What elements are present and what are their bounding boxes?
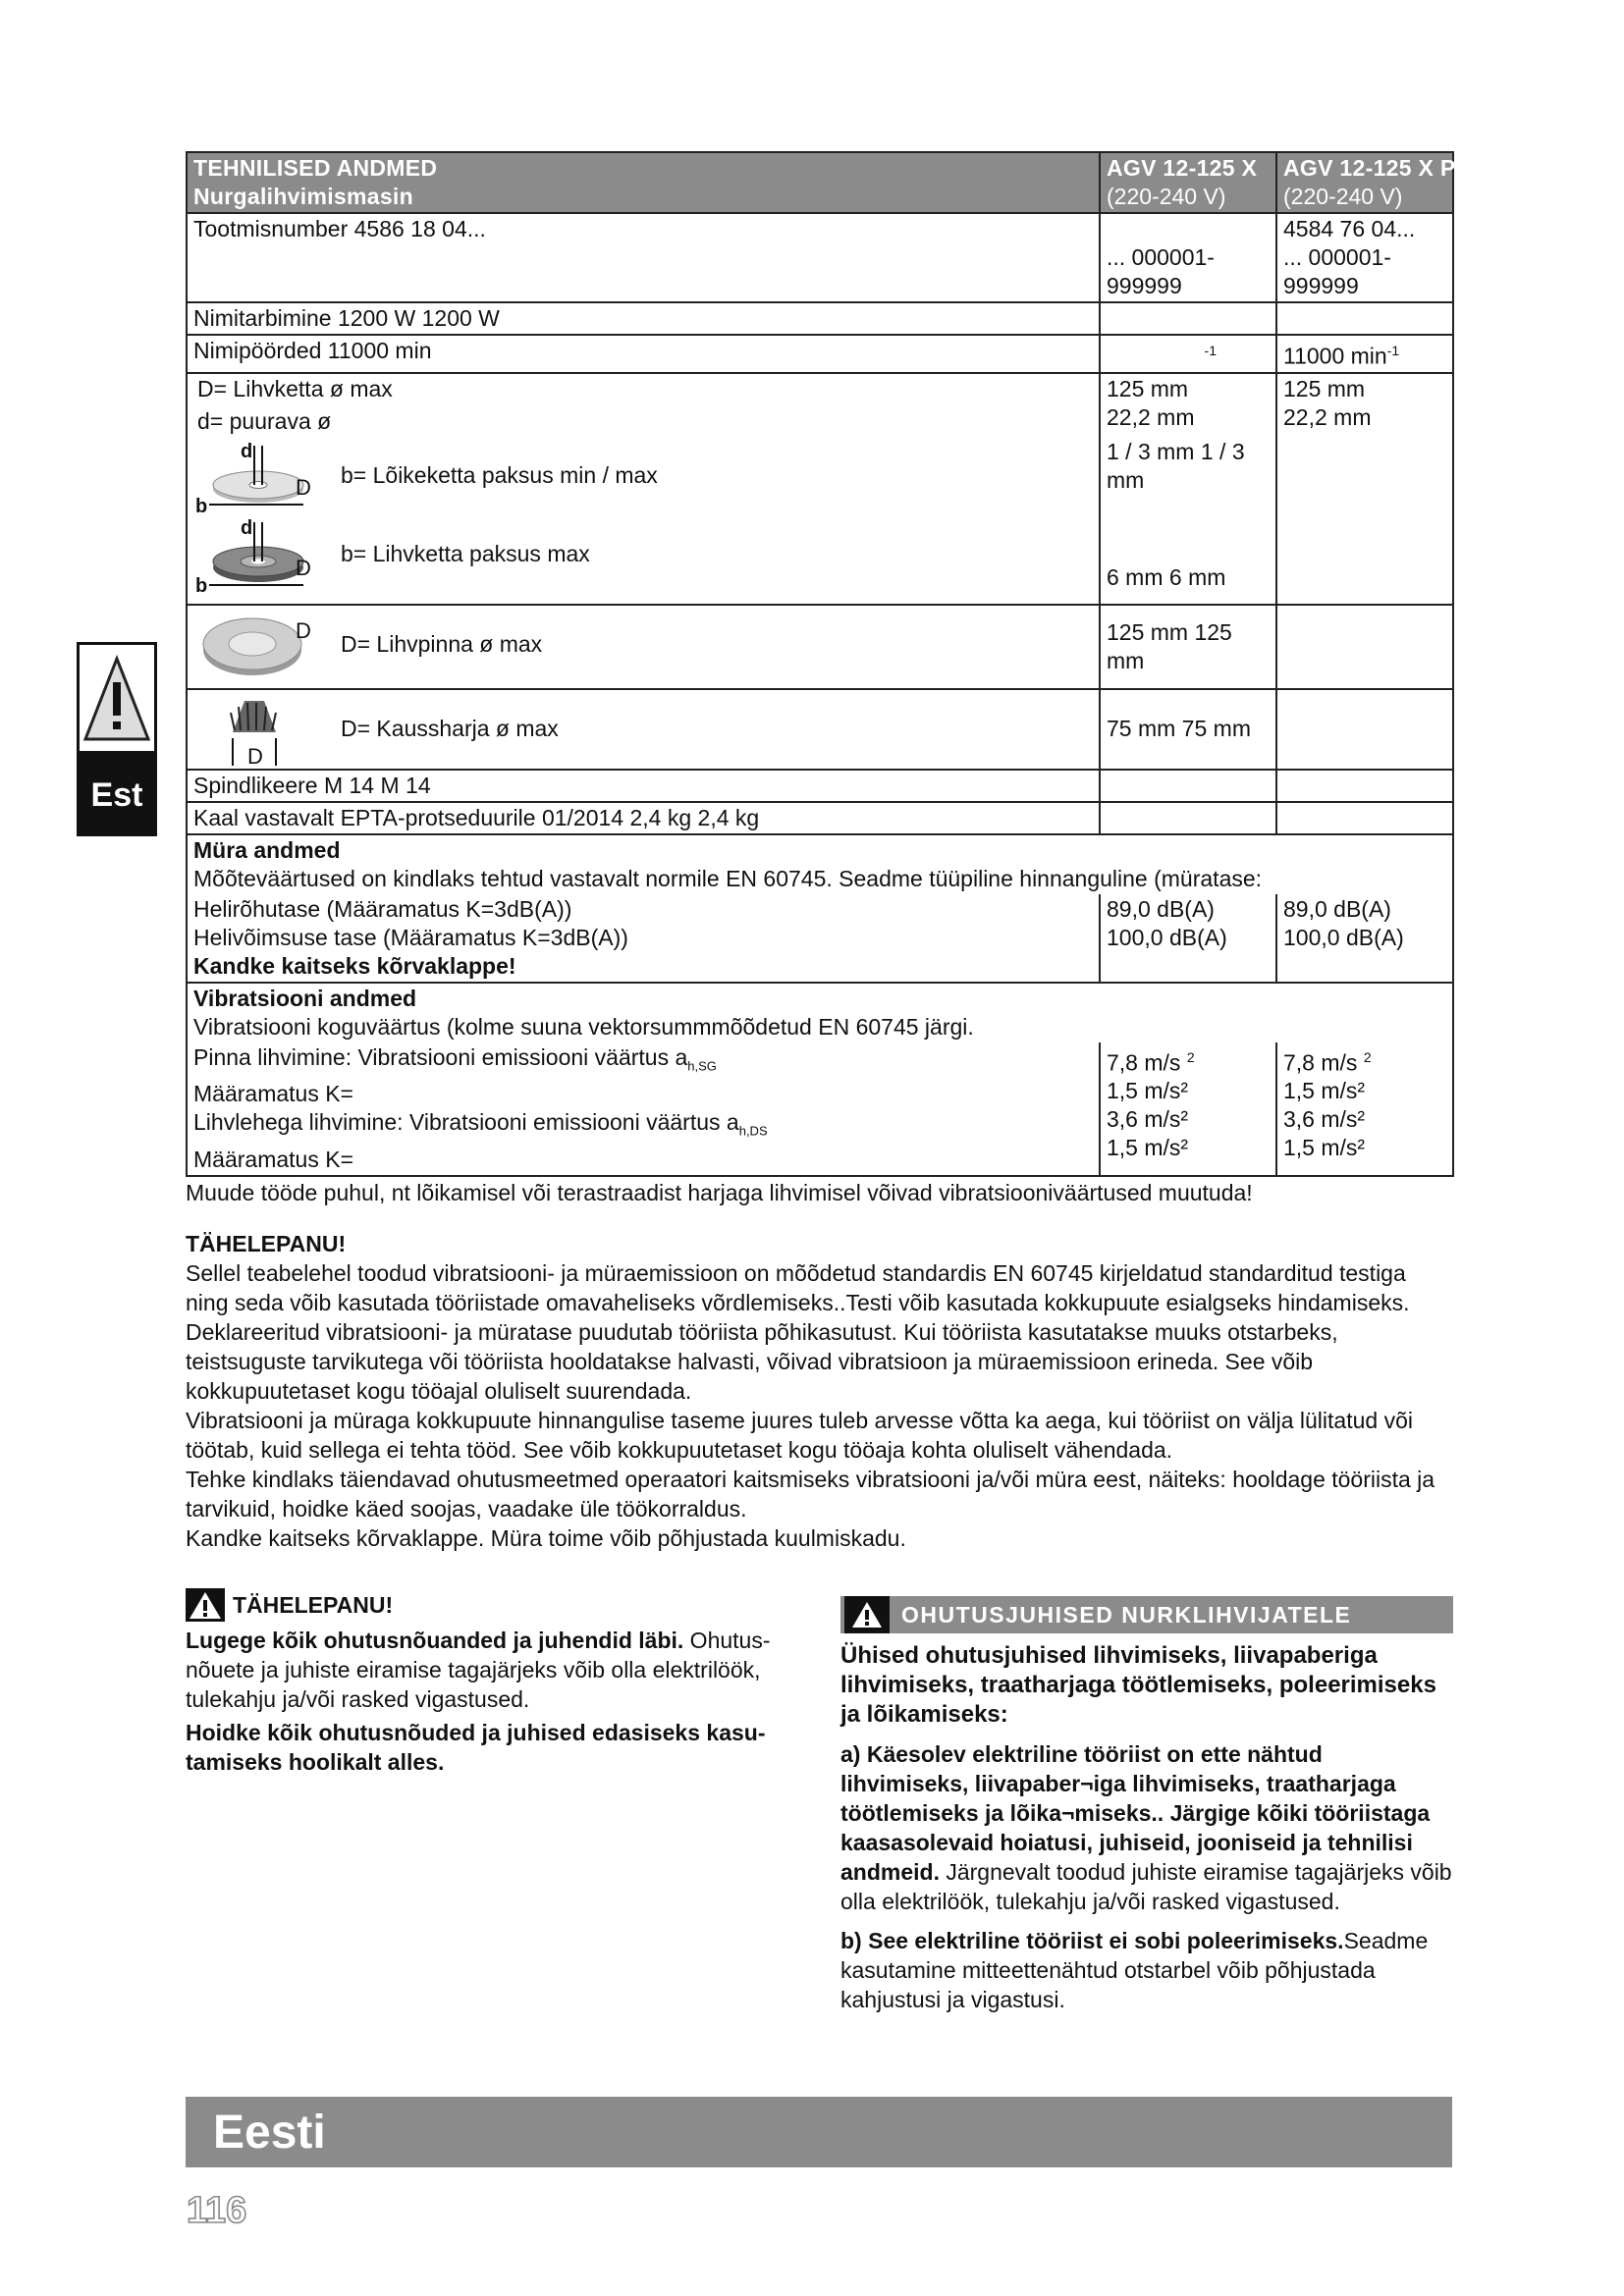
surface-grinding-sub: h,SG xyxy=(687,1058,717,1074)
left-warning-title: TÄHELEPANU! xyxy=(233,1591,394,1618)
ear-protection-note: Kandke kaitseks kõrvaklappe! xyxy=(193,952,516,979)
uncertainty-2-col3: 1,5 m/s² xyxy=(1283,1135,1366,1161)
uncertainty-2-col2: 1,5 m/s² xyxy=(1107,1135,1189,1161)
cutting-disc-icon xyxy=(193,438,321,514)
cup-brush-label: D= Kaussharja ø max xyxy=(341,716,559,742)
item-b-text: Seadme kasutamine mitteettenähtud otstarbel võib põhjustada kahjustusi ja vigastusi. xyxy=(840,1928,1429,2012)
model-col2-name: AGV 12-125 X xyxy=(1107,155,1258,181)
rated-power-label: Nimitarbimine 1200 W 1200 W xyxy=(187,302,1100,335)
warning-tab xyxy=(77,642,157,754)
sheet-sanding-label: Lihvlehega lihvimine: Vibratsiooni emissiooni väärtus a xyxy=(193,1109,739,1136)
left-warning-body: Ohutus-nõuete ja juhiste eiramise tagajärjeks võib olla elektrilöök, tulekahju ja/või rasked vigastused. xyxy=(186,1628,771,1712)
pic-label-D: D xyxy=(296,617,311,643)
pic-label-d: d xyxy=(241,440,253,462)
item-a-bold: a) Käesolev elektriline tööriist on ette nähtud lihvimiseks, liivapaber¬iga lihvimiseks, traatharjaga töötlemiseks ja lõika¬miseks.. Järgige kõiki tööriistaga kaasasolevaid hoiatusi, juhiseid, jooniseid ja tehnilisi andmeid. xyxy=(840,1741,1431,1885)
sheet-sanding-col2: 3,6 m/s² xyxy=(1107,1106,1189,1133)
table-row xyxy=(187,335,1453,373)
squared-sup: 2 xyxy=(1363,1048,1372,1065)
grinding-disc-icon xyxy=(193,516,321,593)
disc-max-col3: 125 mm xyxy=(1283,375,1366,401)
bore-col3: 22,2 mm xyxy=(1283,403,1372,430)
cut-thickness-label: b= Lõikeketta paksus min / max xyxy=(341,462,658,489)
bore-label: d= puurava ø xyxy=(197,407,332,434)
table-row xyxy=(187,515,1453,605)
attention-title: TÄHELEPANU! xyxy=(186,1231,347,1256)
model-col3-voltage: (220-240 V) xyxy=(1283,184,1403,209)
rated-speed-col3: 11000 min xyxy=(1283,343,1387,369)
technical-data-table xyxy=(186,151,1473,1177)
vibration-intro: Vibratsiooni koguväärtus (kolme suuna vektorsummmõõdetud EN 60745 järgi. xyxy=(193,1013,974,1040)
table-row xyxy=(187,770,1453,802)
table-row xyxy=(187,834,1453,894)
product-number-col3-b: ... 000001-999999 xyxy=(1283,244,1391,298)
uncertainty-label-2: Määramatus K= xyxy=(193,1146,353,1172)
pic-label-b: b xyxy=(195,495,208,514)
pic-label-D: D xyxy=(296,474,311,500)
sheet-sanding-col3: 3,6 m/s² xyxy=(1283,1106,1366,1133)
table-row xyxy=(187,373,1453,437)
uncertainty-label: Määramatus K= xyxy=(193,1081,353,1107)
attention-paragraph: Deklareeritud vibratsiooni- ja müratase puudutab tööriista põhikasutust. Kui tööriista kasutatakse muuks otstarbeks, teistsuguste tarvikutega või tööriista hooldatakse halvasti, võivad vibratsioon ja müraemissioon erineda. See võib kokkupuutetaset kogu tööajal oluliselt suurendada. xyxy=(186,1319,1338,1404)
sound-pressure-label: Helirõhutase (Määramatus K=3dB(A)) xyxy=(193,895,572,922)
spindle-label: Spindlikeere M 14 M 14 xyxy=(187,770,1100,802)
page-number: 116 xyxy=(187,2190,247,2231)
squared-sup: 2 xyxy=(1186,1048,1195,1065)
sound-power-col3: 100,0 dB(A) xyxy=(1283,924,1404,950)
sound-pressure-col2: 89,0 dB(A) xyxy=(1107,895,1215,922)
table-row xyxy=(187,302,1453,335)
sound-power-col2: 100,0 dB(A) xyxy=(1107,924,1227,950)
sanding-disc-label: D= Lihvpinna ø max xyxy=(341,631,543,658)
table-row xyxy=(187,894,1453,983)
table-title: TEHNILISED ANDMED xyxy=(193,155,438,181)
language-tab: Est xyxy=(77,754,157,836)
safety-section-band xyxy=(840,1596,1453,1633)
pic-label-D: D xyxy=(296,555,311,580)
warning-triangle-icon xyxy=(80,645,154,751)
pic-label-D: D xyxy=(247,743,263,768)
vibration-title: Vibratsiooni andmed xyxy=(193,985,417,1011)
product-number-label: Tootmisnumber 4586 18 04... xyxy=(187,213,1100,302)
right-section-text xyxy=(840,1641,1453,2014)
noise-title: Müra andmed xyxy=(193,836,341,863)
surface-grinding-col3: 7,8 m/s xyxy=(1283,1049,1358,1076)
warning-triangle-icon xyxy=(850,1600,884,1629)
attention-block xyxy=(186,1229,1452,1553)
warning-triangle-icon xyxy=(186,1588,225,1622)
cup-brush-col2: 75 mm 75 mm xyxy=(1100,689,1276,770)
uncertainty-col2: 1,5 m/s² xyxy=(1107,1078,1189,1104)
sound-power-label: Helivõimsuse tase (Määramatus K=3dB(A)) xyxy=(193,924,628,950)
sheet-sanding-sub: h,DS xyxy=(738,1123,768,1139)
left-warning-bold: Lugege kõik ohutusnõuanded ja juhendid läbi. xyxy=(186,1628,684,1653)
weight-label: Kaal vastavalt EPTA-protseduurile 01/2014 2,4 kg 2,4 kg xyxy=(187,802,1100,834)
sanding-disc-icon xyxy=(193,607,321,683)
table-row xyxy=(187,213,1453,302)
surface-grinding-col2: 7,8 m/s xyxy=(1107,1049,1181,1076)
left-warning-text xyxy=(186,1626,775,1777)
item-b-bold: b) See elektriline tööriist ei sobi poleerimiseks. xyxy=(840,1928,1344,1953)
disc-max-label: D= Lihvketta ø max xyxy=(197,375,393,401)
left-warning-keep: Hoidke kõik ohutusnõuded ja juhised edasiseks kasu-tamiseks hoolikalt alles. xyxy=(186,1720,766,1775)
table-row xyxy=(187,1042,1453,1176)
table-header-row xyxy=(187,152,1453,213)
uncertainty-col3: 1,5 m/s² xyxy=(1283,1078,1366,1104)
attention-paragraph: Vibratsiooni ja müraga kokkupuute hinnangulise taseme juures tuleb arvesse võtta ka aega, kui tööriist on välja lülitatud või töötab, kuid sellega ei tehta tööd. See võib kokkupuutetaset kogu tööaja kohta oluliselt vähendada. xyxy=(186,1408,1413,1463)
noise-intro: Mõõteväärtused on kindlaks tehtud vastavalt normile EN 60745. Seadme tüüpiline hinnanguline (müratase: xyxy=(193,865,1263,891)
disc-max-col2: 125 mm xyxy=(1107,375,1189,401)
table-subtitle: Nurgalihvimismasin xyxy=(193,184,413,209)
right-section-heading: Ühised ohutusjuhised lihvimiseks, liivapaberiga lihvimiseks, traatharjaga töötlemiseks, poleerimiseks ja lõikamiseks: xyxy=(840,1642,1436,1728)
table-row xyxy=(187,605,1453,689)
note-below-table: Muude tööde puhul, nt lõikamisel või terastraadist harjaga lihvimisel võivad vibratsiooniväärtused muutuda! xyxy=(186,1180,1253,1205)
grind-thickness-col2: 6 mm 6 mm xyxy=(1100,515,1276,605)
left-warning-header xyxy=(186,1588,393,1622)
product-number-col2: ... 000001-999999 xyxy=(1100,213,1276,302)
table-row xyxy=(187,802,1453,834)
footer-language-bar: Eesti xyxy=(186,2097,1452,2167)
cut-thickness-col2: 1 / 3 mm 1 / 3 mm xyxy=(1100,437,1276,515)
surface-grinding-label: Pinna lihvimine: Vibratsiooni emissiooni väärtus a xyxy=(193,1043,688,1070)
sound-pressure-col3: 89,0 dB(A) xyxy=(1283,895,1391,922)
model-col3-name: AGV 12-125 X PD xyxy=(1283,155,1473,181)
attention-paragraph: Sellel teabelehel toodud vibratsiooni- ja müraemissioon on mõõdetud standardis EN 60745 kirjeldatud standarditud testiga ning seda võib kasutada tööriistade omavaheliseks võrdlemiseks..Testi võib kasutada kokkupuute esialgseks hindamiseks. xyxy=(186,1260,1410,1315)
sanding-disc-col2: 125 mm 125 mm xyxy=(1100,605,1276,689)
safety-section-title: OHUTUSJUHISED NURKLIHVIJATELE xyxy=(901,1601,1352,1628)
grind-thickness-label: b= Lihvketta paksus max xyxy=(341,541,590,567)
attention-paragraph: Kandke kaitseks kõrvaklappe. Müra toime võib põhjustada kuulmiskadu. xyxy=(186,1525,906,1551)
product-number-col3-a: 4584 76 04... xyxy=(1283,216,1416,241)
table-row xyxy=(187,983,1453,1042)
rated-speed-label: Nimipöörded 11000 min xyxy=(187,335,1100,373)
attention-paragraph: Tehke kindlaks täiendavad ohutusmeetmed operaatori kaitsmiseks vibratsiooni ja/või müra eest, näiteks: hooldage tööriista ja tarvikuid, hoidke käed soojas, vaadake üle töökorraldus. xyxy=(186,1467,1435,1522)
pic-label-b: b xyxy=(195,574,208,593)
rated-speed-col2-sup: -1 xyxy=(1204,343,1217,358)
pic-label-d: d xyxy=(241,516,253,539)
rated-speed-col3-sup: -1 xyxy=(1386,343,1400,358)
model-col2-voltage: (220-240 V) xyxy=(1107,184,1226,209)
table-row xyxy=(187,437,1453,515)
cup-brush-icon xyxy=(193,691,321,768)
table-row xyxy=(187,689,1453,770)
item-a-text: Järgnevalt toodud juhiste eiramise tagajärjeks võib olla elektrilöök, tulekahju ja/või rasked vigastused. xyxy=(840,1859,1452,1914)
bore-col2: 22,2 mm xyxy=(1107,403,1195,430)
